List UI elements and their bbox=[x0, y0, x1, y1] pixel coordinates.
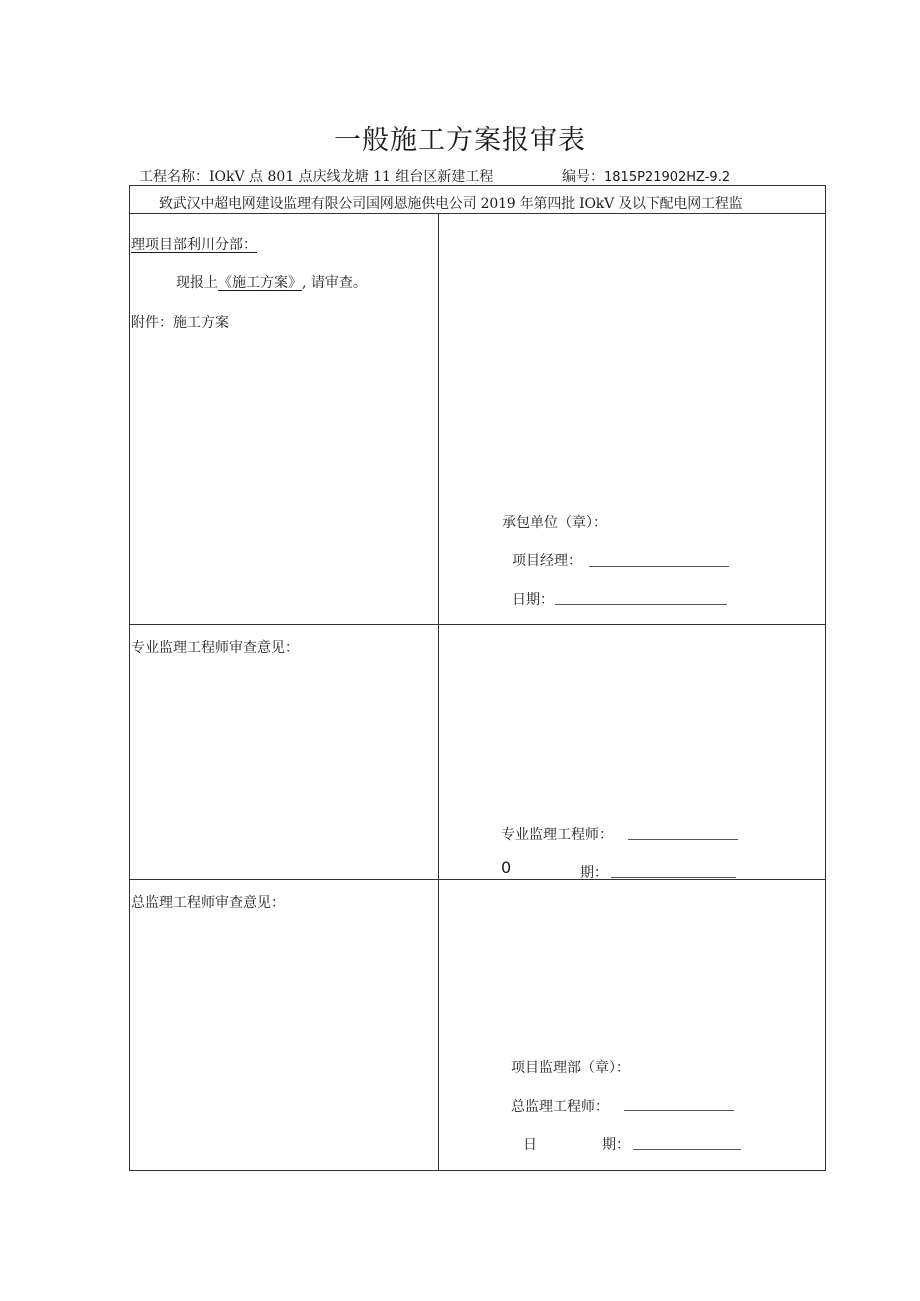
table-divider-2 bbox=[129, 879, 826, 880]
specialist-engineer-label: 专业监理工程师： bbox=[501, 827, 613, 843]
project-manager-label: 项目经理： bbox=[512, 553, 582, 569]
submit-statement bbox=[176, 272, 367, 292]
addressee-line-2: 理项目部利川分部： bbox=[131, 237, 257, 253]
specialist-engineer-signature-line[interactable] bbox=[628, 839, 738, 840]
form-code-value: 1815P21902HZ-9.2 bbox=[604, 170, 731, 185]
chief-date-line[interactable] bbox=[633, 1149, 741, 1150]
submit-document: 《施工方案》 bbox=[218, 275, 302, 291]
attachment: 附件：施工方案 bbox=[131, 315, 229, 331]
table-column-divider bbox=[438, 213, 439, 1171]
table-divider-addressee bbox=[129, 213, 826, 214]
form-code-label: 编号： bbox=[562, 169, 604, 185]
specialist-date-prefix: 0 bbox=[501, 858, 512, 877]
chief-date-label: 期： bbox=[602, 1137, 630, 1153]
contractor-date-label: 日期： bbox=[512, 592, 554, 608]
specialist-date-line[interactable] bbox=[611, 877, 736, 878]
submit-prefix: 现报上 bbox=[176, 275, 218, 291]
form-code bbox=[562, 166, 730, 186]
table-border-top bbox=[129, 185, 826, 186]
project-name bbox=[139, 166, 493, 186]
project-manager-signature-line[interactable] bbox=[589, 566, 729, 567]
project-name-value: IOkV 点 801 点庆线龙塘 11 组台区新建工程 bbox=[209, 169, 494, 185]
chief-engineer-label: 总监理工程师： bbox=[511, 1099, 609, 1115]
supervision-dept-seal-label: 项目监理部（章）： bbox=[511, 1060, 630, 1076]
table-border-bottom bbox=[129, 1170, 826, 1171]
chief-date-day: 日 bbox=[523, 1137, 537, 1153]
specialist-review-heading: 专业监理工程师审查意见： bbox=[131, 640, 299, 656]
chief-engineer-signature-line[interactable] bbox=[624, 1110, 734, 1111]
contractor-seal-label: 承包单位（章）： bbox=[502, 515, 607, 531]
submit-suffix: , 请审查。 bbox=[302, 275, 367, 291]
form-title: 一般施工方案报审表 bbox=[334, 125, 586, 156]
table-divider-1 bbox=[129, 624, 826, 625]
table-border-right bbox=[825, 185, 826, 1171]
addressee-line-1: 致武汉中超电网建设监理有限公司国网恩施供电公司 2019 年第四批 IOkV 及以下配电网工程监 bbox=[159, 196, 743, 212]
project-name-label: 工程名称： bbox=[139, 169, 209, 185]
specialist-date-label: 期： bbox=[580, 865, 608, 881]
chief-review-heading: 总监理工程师审查意见： bbox=[131, 895, 285, 911]
table-border-left bbox=[129, 185, 130, 1171]
contractor-date-line[interactable] bbox=[555, 604, 727, 605]
